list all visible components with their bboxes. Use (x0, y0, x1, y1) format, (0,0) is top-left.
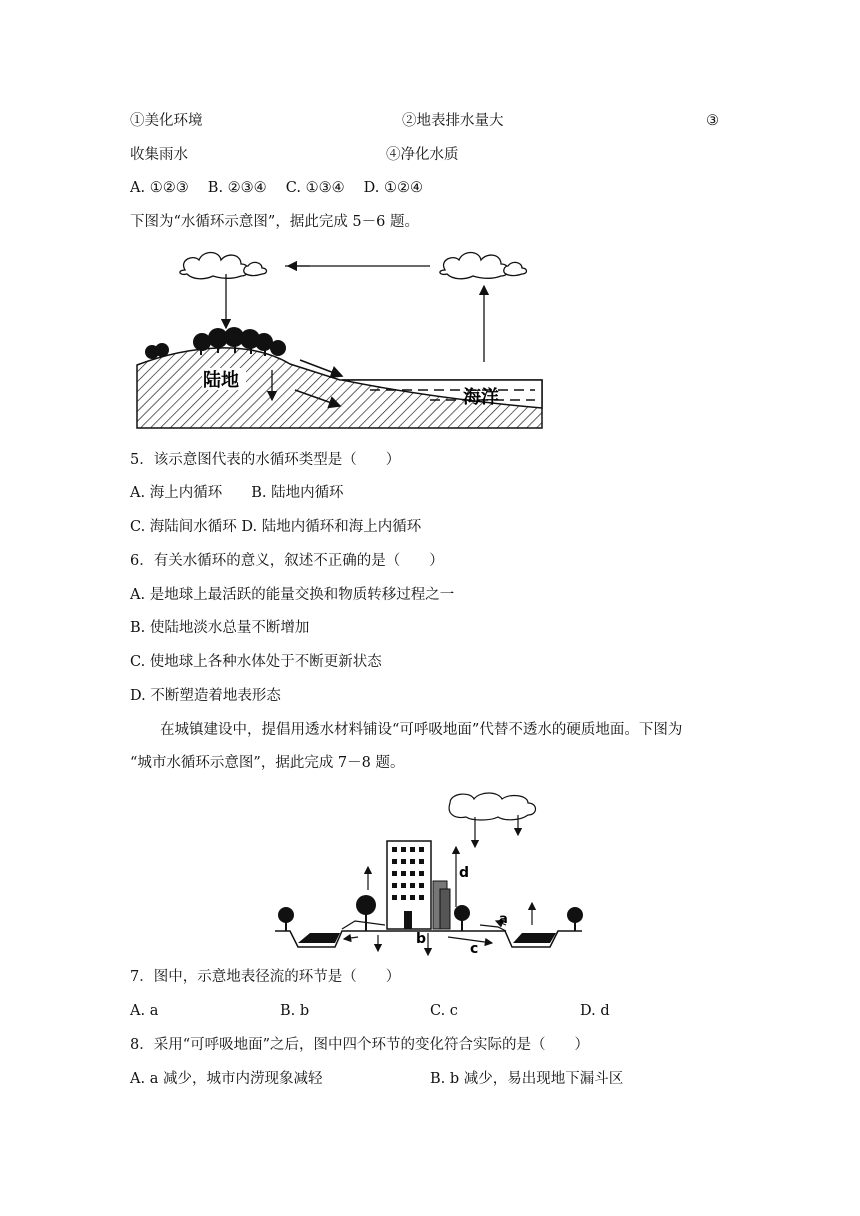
q4-option-2: ②地表排水量大 (402, 113, 504, 129)
q4-option-3-number: ③ (706, 113, 719, 129)
q7-option-a: A. a (130, 1003, 159, 1019)
cloud-icon (449, 793, 535, 820)
q8-option-a: A. a 减少，城市内涝现象减轻 (130, 1071, 323, 1087)
label-c: c (470, 941, 479, 957)
q5-stem: 5．该示意图代表的水循环类型是（ ） (130, 452, 401, 468)
label-b: b (416, 931, 427, 947)
q7-option-b: B. b (280, 1003, 310, 1019)
urban-water-cycle-diagram (270, 785, 590, 960)
q4-option-1: ①美化环境 (130, 113, 203, 129)
label-d: d (459, 865, 470, 881)
q7-option-c: C. c (430, 1003, 458, 1019)
q5-line-2: C. 海陆间水循环 D. 陆地内循环和海上内循环 (130, 519, 422, 535)
land-label: 陆地 (203, 370, 239, 391)
q6-option-b: B. 使陆地淡水总量不断增加 (130, 620, 310, 636)
q8-option-b: B. b 减少，易出现地下漏斗区 (430, 1071, 624, 1087)
intro-5-6: 下图为“水循环示意图”，据此完成 5－6 题。 (130, 214, 419, 230)
water-cycle-diagram (130, 240, 550, 435)
cloud-left-icon (180, 253, 267, 279)
q6-option-a: A. 是地球上最活跃的能量交换和物质转移过程之一 (130, 587, 455, 603)
intro-7-8-line-2: “城市水循环示意图”，据此完成 7－8 题。 (130, 755, 405, 771)
q4-choices: A. ①②③ B. ②③④ C. ①③④ D. ①②④ (130, 180, 424, 196)
q6-option-d: D. 不断塑造着地表形态 (130, 688, 281, 704)
q4-option-3-text: 收集雨水 (130, 147, 188, 163)
q5-line-1: A. 海上内循环 B. 陆地内循环 (130, 485, 344, 501)
label-a: a (499, 912, 508, 927)
q7-option-d: D. d (580, 1003, 610, 1019)
ocean-label: 海洋 (463, 387, 499, 408)
q4-option-4: ④净化水质 (386, 147, 459, 163)
cloud-right-icon (440, 253, 527, 279)
q7-stem: 7．图中，示意地表径流的环节是（ ） (130, 969, 401, 985)
q6-option-c: C. 使地球上各种水体处于不断更新状态 (130, 654, 382, 670)
q6-stem: 6．有关水循环的意义，叙述不正确的是（ ） (130, 553, 444, 569)
intro-7-8-line-1: 在城镇建设中，提倡用透水材料铺设“可呼吸地面”代替不透水的硬质地面。下图为 (160, 722, 683, 738)
q8-stem: 8．采用“可呼吸地面”之后，图中四个环节的变化符合实际的是（ ） (130, 1037, 590, 1053)
